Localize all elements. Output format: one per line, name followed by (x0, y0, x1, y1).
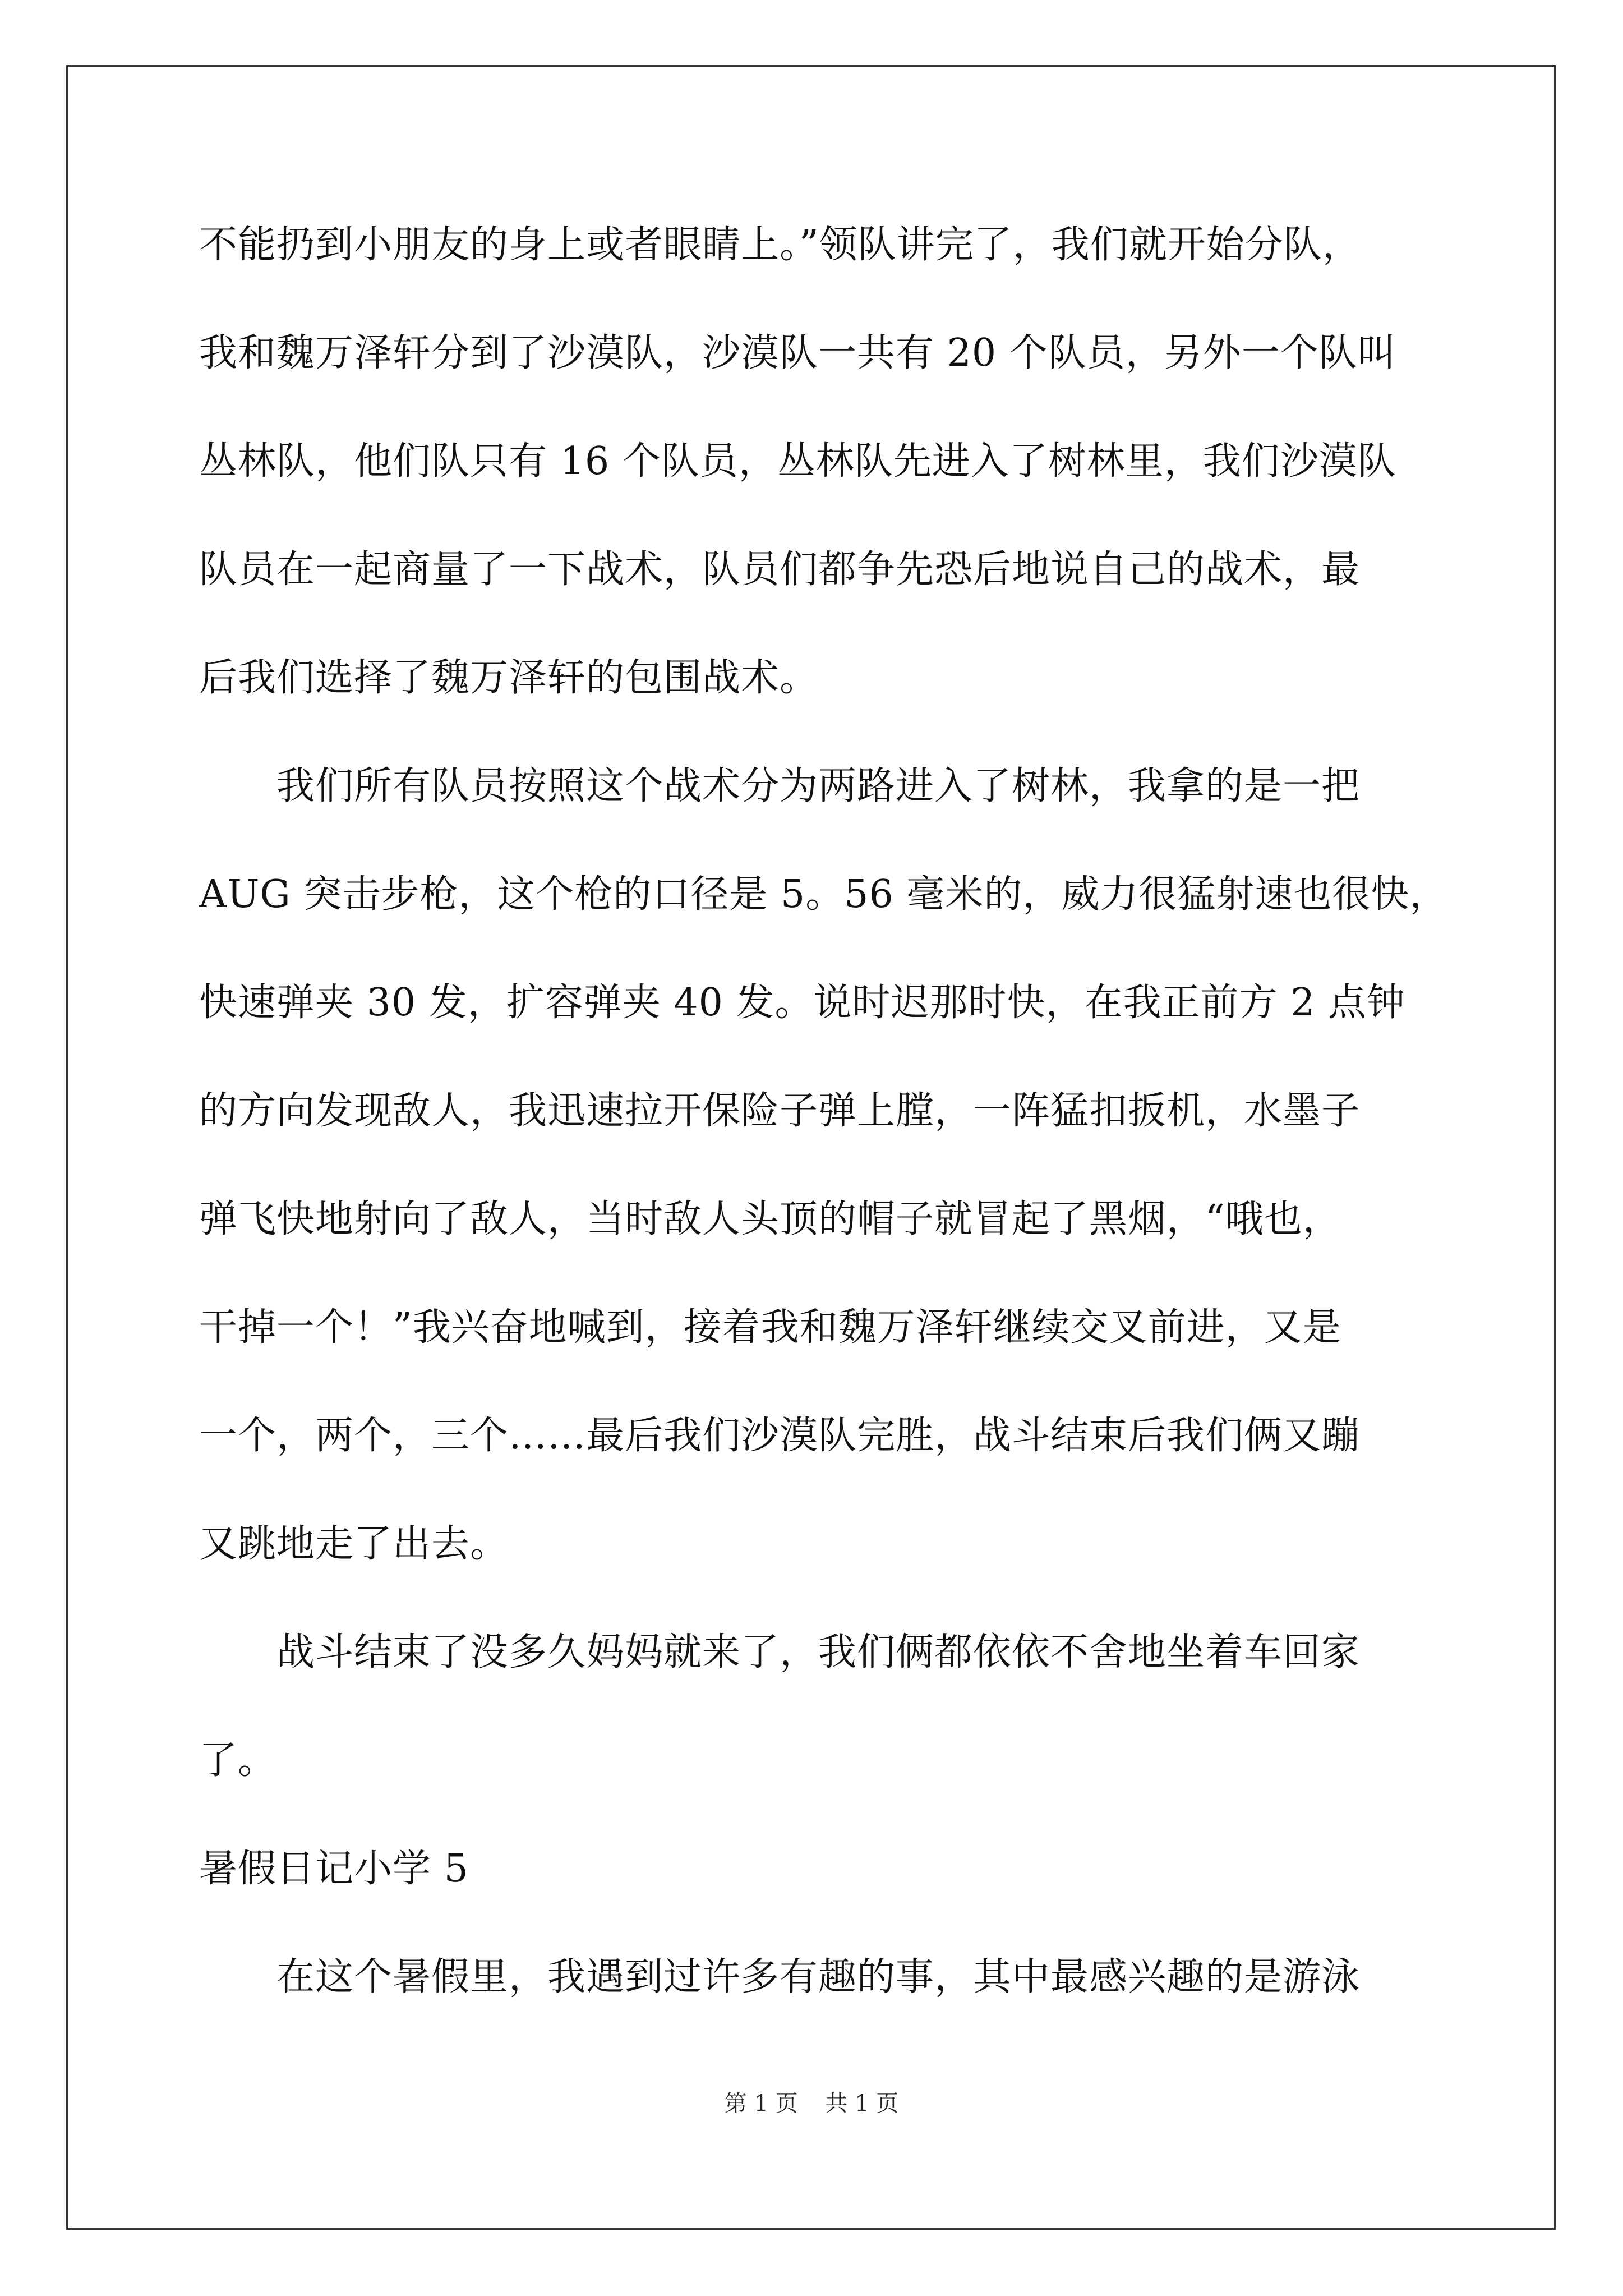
text-line: 干掉一个！”我兴奋地喊到，接着我和魏万泽轩继续交叉前进，又是 (199, 1305, 1341, 1350)
text-line: 丛林队，他们队只有 16 个队员，丛林队先进入了树林里，我们沙漠队 (199, 439, 1396, 484)
text-line: 在这个暑假里，我遇到过许多有趣的事，其中最感兴趣的是游泳 (199, 1955, 1361, 1999)
text-line: 快速弹夹 30 发，扩容弹夹 40 发。说时迟那时快，在我正前方 2 点钟 (199, 981, 1406, 1025)
text-line: 我和魏万泽轩分到了沙漠队，沙漠队一共有 20 个队员，另外一个队叫 (199, 331, 1396, 375)
text-line: 的方向发现敌人，我迅速拉开保险子弹上膛，一阵猛扣扳机，水墨子 (199, 1089, 1361, 1133)
section-heading: 暑假日记小学 5 (199, 1847, 469, 1891)
page-border (66, 65, 1556, 2230)
text-line: 战斗结束了没多久妈妈就来了，我们俩都依依不舍地坐着车回家 (199, 1630, 1361, 1674)
text-line: 我们所有队员按照这个战术分为两路进入了树林，我拿的是一把 (199, 764, 1361, 808)
text-line: 又跳地走了出去。 (199, 1522, 509, 1566)
text-line: 后我们选择了魏万泽轩的包围战术。 (199, 656, 819, 700)
page-footer (0, 2087, 1623, 2120)
text-line: AUG 突击步枪，这个枪的口径是 5。56 毫米的，威力很猛射速也很快， (199, 872, 1449, 917)
text-line: 一个，两个，三个……最后我们沙漠队完胜，战斗结束后我们俩又蹦 (199, 1414, 1361, 1458)
page-total: 共 1 页 (825, 2091, 899, 2116)
text-line: 了。 (199, 1738, 277, 1783)
text-line: 弹飞快地射向了敌人，当时敌人头顶的帽子就冒起了黑烟，“哦也， (199, 1197, 1341, 1241)
text-line: 队员在一起商量了一下战术，队员们都争先恐后地说自己的战术，最 (199, 547, 1361, 592)
page-number: 第 1 页 (724, 2091, 798, 2116)
text-line: 不能扔到小朋友的身上或者眼睛上。”领队讲完了，我们就开始分队， (199, 223, 1361, 267)
